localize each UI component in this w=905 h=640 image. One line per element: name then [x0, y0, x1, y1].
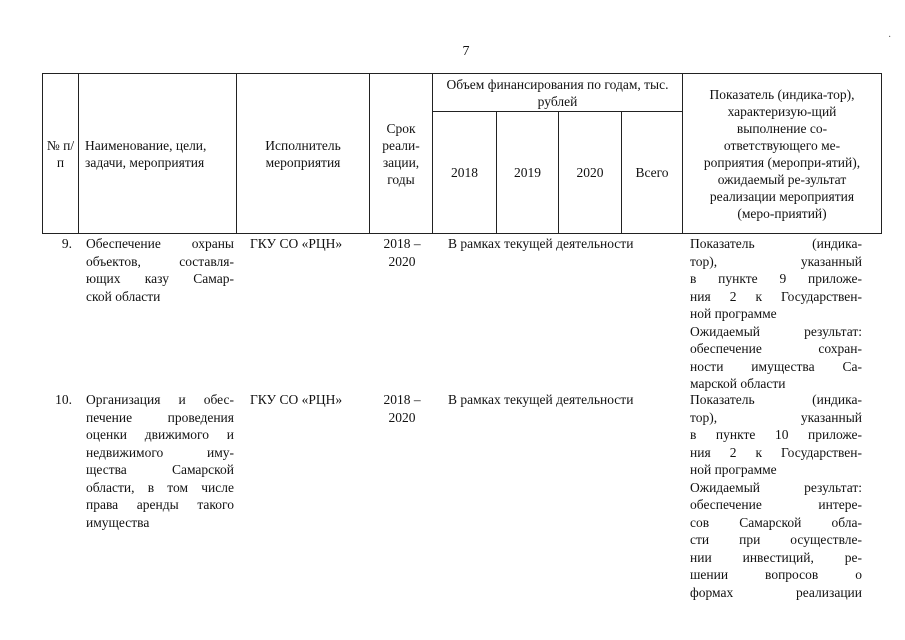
row-indicator-line: обеспечение сохран- [690, 341, 862, 356]
row-name-line: щества Самарской [86, 462, 234, 477]
row-executor: ГКУ СО «РЦН» [250, 236, 343, 251]
row-name-line: ющих казу Самар- [86, 271, 234, 286]
margin-mark: · [888, 32, 892, 43]
row-indicator-line: сов Самарской обла- [690, 514, 862, 530]
header-2019 [496, 111, 558, 234]
row-name-line: объектов, составля- [86, 253, 234, 269]
row-indicator-line: в пункте 9 приложе- [690, 271, 862, 286]
header-executor-label: Исполнитель мероприятия [265, 137, 341, 170]
header-total-label: Всего [635, 165, 669, 180]
header-name-label: Наименование, цели, задачи, мероприятия [85, 137, 207, 170]
header-term [369, 73, 432, 234]
header-2020-label: 2020 [576, 165, 604, 180]
row-term-line: 2018 – [383, 236, 421, 251]
row-funding: В рамках текущей деятельности [448, 236, 634, 251]
row-indicator-line: тор), указанный [690, 253, 862, 269]
row-indicator-line: Показатель (индика- [690, 392, 862, 407]
row-number: 9. [61, 236, 72, 251]
header-name [78, 73, 236, 234]
header-2018-label: 2018 [451, 165, 478, 180]
row-indicator-line: ной программе [690, 462, 777, 477]
row-indicator-line: нии инвестиций, ре- [690, 549, 862, 565]
row-executor: ГКУ СО «РЦН» [250, 392, 343, 407]
row-indicator-line: Ожидаемый результат: [690, 323, 862, 339]
header-total [621, 111, 682, 234]
row-name-line: ской области [86, 288, 161, 304]
header-2019-label: 2019 [514, 165, 541, 180]
row-indicator-line: марской области [690, 376, 786, 391]
row-name-line: области, в том числе [86, 479, 234, 495]
row-indicator [690, 391, 862, 601]
header-2020 [558, 111, 621, 234]
row-term [372, 391, 432, 426]
row-indicator [690, 235, 862, 393]
header-indicator [682, 73, 882, 234]
row-indicator-line: обеспечение интере- [690, 497, 862, 512]
header-2018 [432, 111, 496, 234]
row-term-line: 2020 [388, 409, 416, 425]
row-indicator-line: в пункте 10 приложе- [690, 427, 862, 442]
row-name-line: оценки движимого и [86, 427, 234, 442]
row-indicator-line: шении вопросов о [690, 567, 862, 582]
row-funding: В рамках текущей деятельности [448, 392, 634, 407]
header-executor [236, 73, 369, 234]
row-indicator-line: ной программе [690, 306, 777, 321]
row-indicator-line: ния 2 к Государствен- [690, 444, 862, 460]
header-indicator-label: Показатель (индика-тор), характеризую-щий выполнение со-ответствующего ме-роприятия (меропри-ятий), ожидаемый ре-зультат реализации мероприятия (меро-приятий) [703, 86, 861, 221]
row-term-line: 2020 [388, 253, 416, 269]
header-funding-label: Объем финансирования по годам, тыс. рублей [446, 76, 669, 109]
row-name [86, 235, 234, 305]
row-name-line: Организация и обес- [86, 392, 234, 407]
header-num-label: № п/п [46, 137, 75, 170]
row-name-line: имущества [86, 514, 150, 530]
row-indicator-line: Показатель (индика- [690, 236, 862, 251]
row-indicator-line: тор), указанный [690, 409, 862, 425]
row-indicator-line: формах реализации [690, 584, 862, 600]
row-indicator-line: сти при осуществле- [690, 532, 862, 547]
row-indicator-line: ности имущества Са- [690, 358, 862, 374]
row-name-line: печение проведения [86, 409, 234, 425]
table-header [42, 73, 882, 234]
row-indicator-line: Ожидаемый результат: [690, 479, 862, 495]
row-number: 10. [55, 392, 72, 407]
row-indicator-line: ния 2 к Государствен- [690, 288, 862, 304]
row-name-line: Обеспечение охраны [86, 236, 234, 251]
row-name [86, 391, 234, 531]
header-num [42, 73, 78, 234]
header-term-label: Срок реали-зации, годы [382, 120, 420, 187]
row-name-line: недвижимого иму- [86, 444, 234, 460]
header-funding [432, 73, 682, 111]
row-name-line: права аренды такого [86, 497, 234, 512]
row-term [372, 235, 432, 270]
page-number: 7 [462, 44, 470, 59]
row-term-line: 2018 – [383, 392, 421, 407]
